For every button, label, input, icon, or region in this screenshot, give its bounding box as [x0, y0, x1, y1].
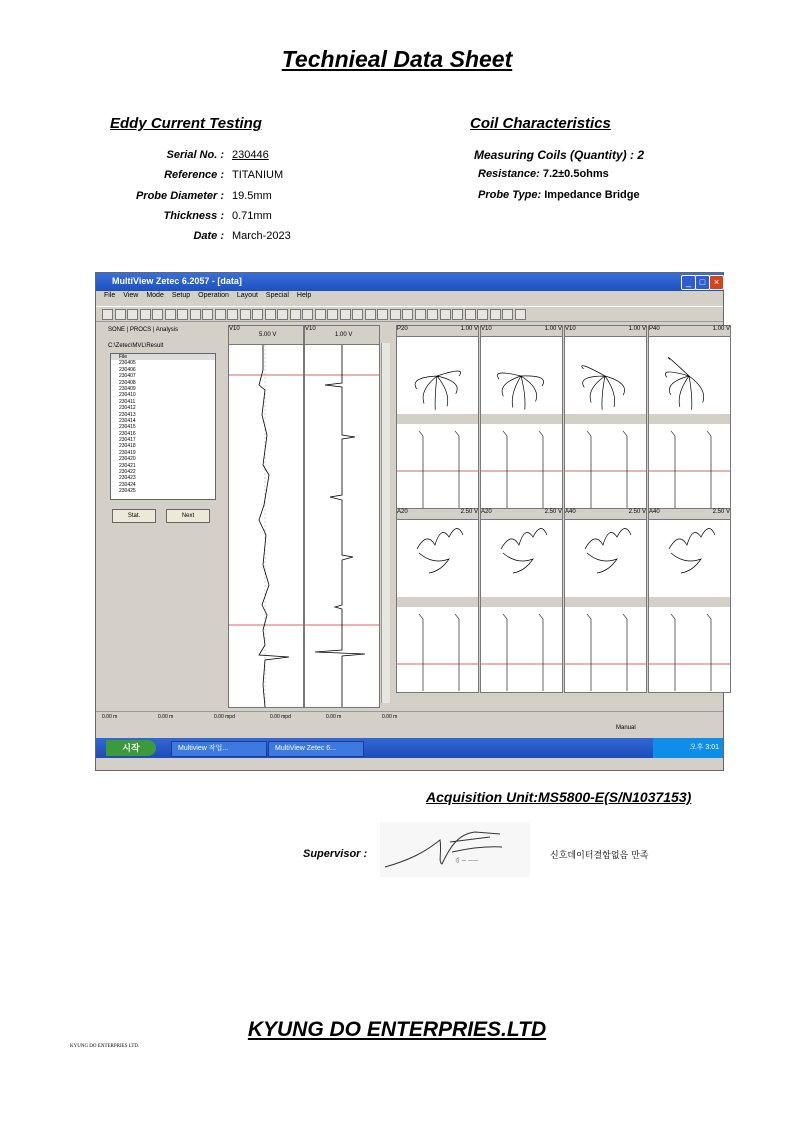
strip-1-trace	[229, 345, 303, 707]
toolbar-icon-10[interactable]	[227, 309, 238, 320]
probe-type-label: Probe Type:	[478, 189, 542, 201]
panel-plot	[649, 326, 730, 509]
file-item[interactable]: 230411	[119, 398, 136, 405]
panel-top-3	[648, 325, 731, 510]
toolbar-icon-16[interactable]	[302, 309, 313, 320]
toolbar-icon-32[interactable]	[502, 309, 513, 320]
panel-plot	[397, 509, 478, 692]
panel-plot	[565, 326, 646, 509]
panel-bottom-2	[564, 508, 647, 693]
panel-scale: 1.00 V	[712, 326, 730, 332]
strip-trace-1	[707, 431, 711, 508]
file-item[interactable]: 230405	[119, 360, 136, 367]
maximize-icon[interactable]: □	[695, 275, 710, 290]
start-menu-button[interactable]: 시작	[106, 740, 156, 756]
panel-plot	[649, 509, 730, 692]
toolbar-icon-12[interactable]	[252, 309, 263, 320]
file-item[interactable]: 230420	[119, 456, 136, 463]
company-small: KYUNG DO ENTERPRIES LTD.	[70, 1044, 140, 1049]
toolbar-icon-2[interactable]	[127, 309, 138, 320]
strip-chart-2	[304, 325, 380, 708]
strip-1-name: V10	[229, 326, 240, 332]
taskbar	[96, 738, 723, 758]
status-item-1: 0.00 m	[158, 714, 174, 720]
menu-item-5[interactable]: Layout	[236, 292, 258, 299]
toolbar-icon-29[interactable]	[465, 309, 476, 320]
eddy-value-4: March-2023	[232, 230, 291, 242]
toolbar-icon-33[interactable]	[515, 309, 526, 320]
panel-plot	[397, 326, 478, 509]
menu-item-3[interactable]: Setup	[171, 292, 191, 299]
panel-scale: 1.00 V	[544, 326, 562, 332]
toolbar	[96, 306, 723, 322]
page-title: Technieal Data Sheet	[281, 46, 513, 72]
start-button[interactable]: Stat.	[112, 509, 156, 523]
menu-item-0[interactable]: File	[104, 292, 116, 299]
toolbar-icon-6[interactable]	[177, 309, 188, 320]
strip-trace-0	[503, 614, 507, 691]
panel-bottom-0	[396, 508, 479, 693]
strip-1-scale: 5.00 V	[259, 332, 277, 338]
panel-name: V10	[565, 326, 576, 332]
toolbar-icon-21[interactable]	[365, 309, 376, 320]
file-item[interactable]: 230418	[119, 443, 136, 450]
supervisor-signature	[380, 822, 530, 877]
toolbar-icon-13[interactable]	[265, 309, 276, 320]
system-clock: 오후 3:01	[653, 738, 723, 758]
panel-name: P20	[397, 326, 408, 332]
status-bar	[96, 711, 723, 723]
file-item[interactable]: 230414	[119, 417, 136, 424]
panel-top-0	[396, 325, 479, 510]
strip-trace-0	[671, 614, 675, 691]
toolbar-icon-26[interactable]	[427, 309, 438, 320]
file-item[interactable]: 230424	[119, 481, 136, 488]
panel-name: A20	[397, 509, 408, 515]
strip-trace-0	[503, 431, 507, 508]
lissajous-trace	[665, 357, 703, 409]
strip-trace-1	[455, 614, 459, 691]
toolbar-icon-28[interactable]	[452, 309, 463, 320]
menu-item-6[interactable]: Special	[265, 292, 289, 299]
measuring-coils: Measuring Coils (Quantity) : 2	[474, 148, 645, 162]
strip-trace-1	[539, 431, 543, 508]
company-name: KYUNG DO ENTERPRIES.LTD	[247, 1018, 547, 1041]
resistance-value: 7.2±0.5ohms	[542, 168, 609, 180]
file-item[interactable]: 230413	[119, 411, 136, 418]
software-screenshot	[95, 272, 730, 771]
panel-name: A40	[565, 509, 576, 515]
eddy-value-1: TITANIUM	[232, 169, 284, 181]
menu-item-1[interactable]: View	[123, 292, 139, 299]
file-item[interactable]: 230406	[119, 366, 136, 373]
status-item-2: 0.00 mpd	[214, 714, 235, 720]
task-button-2[interactable]: MultiView Zetec 6...	[268, 741, 364, 757]
strip-trace-1	[539, 614, 543, 691]
toolbar-icon-3[interactable]	[140, 309, 151, 320]
strip-2-trace	[305, 345, 379, 707]
toolbar-icon-19[interactable]	[340, 309, 351, 320]
panel-plot	[481, 326, 562, 509]
panel-top-1	[480, 325, 563, 510]
eddy-value-2: 19.5mm	[232, 190, 272, 202]
file-item[interactable]: 230416	[119, 430, 136, 437]
probe-type-value: Impedance Bridge	[544, 189, 640, 201]
result-note: 신호데이터결함없음 만족	[550, 851, 649, 861]
panel-top-2	[564, 325, 647, 510]
lissajous-trace	[669, 528, 715, 573]
menu-bar	[96, 292, 723, 304]
lissajous-trace	[582, 366, 625, 410]
strip-trace-0	[587, 614, 591, 691]
resistance-label: Resistance:	[478, 168, 540, 180]
panel-scale: 2.50 V	[544, 509, 562, 515]
toolbar-icon-9[interactable]	[215, 309, 226, 320]
eddy-heading: Eddy Current Testing	[110, 115, 262, 132]
toolbar-icon-20[interactable]	[352, 309, 363, 320]
toolbar-icon-15[interactable]	[290, 309, 301, 320]
file-item[interactable]: 230409	[119, 385, 136, 392]
supervisor-label: Supervisor :	[303, 848, 368, 860]
panel-scale: 1.00 V	[628, 326, 646, 332]
menu-item-2[interactable]: Mode	[146, 292, 164, 299]
file-item[interactable]: 230408	[119, 379, 136, 386]
strip-2-scale: 1.00 V	[335, 332, 353, 338]
lissajous-trace	[415, 371, 461, 410]
eddy-label-0: Serial No. :	[166, 149, 224, 161]
status-item-4: 0.00 m	[326, 714, 342, 720]
lissajous-trace	[417, 528, 463, 573]
status-item-3: 0.00 mpd	[270, 714, 291, 720]
strip-chart-1	[228, 325, 304, 708]
panel-bottom-1	[480, 508, 563, 693]
eddy-label-4: Date :	[193, 230, 224, 242]
status-mode: Manual	[616, 725, 636, 731]
minimize-icon[interactable]: _	[681, 275, 696, 290]
toolbar-icon-0[interactable]	[102, 309, 113, 320]
toolbar-icon-27[interactable]	[440, 309, 451, 320]
strip-scrollbar[interactable]	[381, 343, 390, 703]
toolbar-icon-1[interactable]	[115, 309, 126, 320]
toolbar-icon-30[interactable]	[477, 309, 488, 320]
strip-trace-0	[587, 431, 591, 508]
task-button-1[interactable]: Multiview 작업...	[171, 741, 267, 757]
pane-tabs[interactable]: SONE | PROCS | Analysis	[108, 327, 179, 333]
strip-trace-0	[671, 431, 675, 508]
strip-2-name: V10	[305, 326, 316, 332]
menu-item-7[interactable]: Help	[296, 292, 312, 299]
toolbar-icon-7[interactable]	[190, 309, 201, 320]
panel-name: A40	[649, 509, 660, 515]
strip-trace-1	[707, 614, 711, 691]
toolbar-icon-5[interactable]	[165, 309, 176, 320]
file-item[interactable]: 230417	[119, 437, 136, 444]
folder-path[interactable]: C:\Zetec\MVL\Result	[108, 343, 164, 349]
window-titlebar	[96, 273, 723, 291]
file-pane	[104, 325, 220, 705]
file-item[interactable]: 230410	[119, 392, 136, 399]
panel-plot	[565, 509, 646, 692]
toolbar-icon-24[interactable]	[402, 309, 413, 320]
toolbar-icon-14[interactable]	[277, 309, 288, 320]
file-item[interactable]: 230412	[119, 405, 136, 412]
file-list-header: File	[111, 354, 215, 360]
toolbar-icon-4[interactable]	[152, 309, 163, 320]
file-item[interactable]: 230415	[119, 424, 136, 431]
panel-plot	[481, 509, 562, 692]
panel-scale: 2.50 V	[712, 509, 730, 515]
status-item-0: 0.00 m	[102, 714, 118, 720]
strip-trace-0	[419, 431, 423, 508]
window-title: MultiView Zetec 6.2057 - [data]	[112, 276, 242, 286]
menu-item-4[interactable]: Operation	[198, 292, 229, 299]
panel-scale: 2.50 V	[460, 509, 478, 515]
toolbar-icon-18[interactable]	[327, 309, 338, 320]
toolbar-icon-22[interactable]	[377, 309, 388, 320]
panel-bottom-3	[648, 508, 731, 693]
panel-name: A20	[481, 509, 492, 515]
strip-trace-1	[623, 614, 627, 691]
file-list[interactable]	[110, 353, 216, 500]
next-button[interactable]: Next	[166, 509, 210, 523]
strip-trace-1	[455, 431, 459, 508]
toolbar-icon-23[interactable]	[390, 309, 401, 320]
eddy-value-3: 0.71mm	[232, 210, 272, 222]
file-item[interactable]: 230423	[119, 475, 136, 482]
eddy-label-3: Thickness :	[163, 210, 224, 222]
panel-scale: 2.50 V	[628, 509, 646, 515]
eddy-label-1: Reference :	[164, 169, 224, 181]
toolbar-icon-31[interactable]	[490, 309, 501, 320]
status-item-5: 0.00 m	[382, 714, 398, 720]
lissajous-trace	[497, 373, 543, 409]
lissajous-trace	[501, 528, 547, 573]
strip-trace-0	[419, 614, 423, 691]
lissajous-trace	[585, 528, 631, 573]
strip-trace-1	[623, 431, 627, 508]
toolbar-icon-25[interactable]	[415, 309, 426, 320]
panel-name: P40	[649, 326, 660, 332]
eddy-label-2: Probe Diameter :	[135, 190, 224, 202]
close-icon[interactable]: ×	[709, 275, 724, 290]
acquisition-unit: Acquisition Unit:MS5800-E(S/N1037153)	[426, 789, 692, 805]
panel-name: V10	[481, 326, 492, 332]
file-item[interactable]: 230419	[119, 449, 136, 456]
file-item[interactable]: 230425	[119, 488, 136, 495]
svg-text:김 — ——: 김 — ——	[455, 858, 479, 864]
file-item[interactable]: 230421	[119, 462, 136, 469]
eddy-value-0: 230446	[232, 149, 269, 161]
file-item[interactable]: 230422	[119, 469, 136, 476]
panel-scale: 1.00 V	[460, 326, 478, 332]
file-item[interactable]: 230407	[119, 373, 136, 380]
toolbar-icon-17[interactable]	[315, 309, 326, 320]
toolbar-icon-8[interactable]	[202, 309, 213, 320]
coil-heading: Coil Characteristics	[470, 115, 611, 132]
toolbar-icon-11[interactable]	[240, 309, 251, 320]
